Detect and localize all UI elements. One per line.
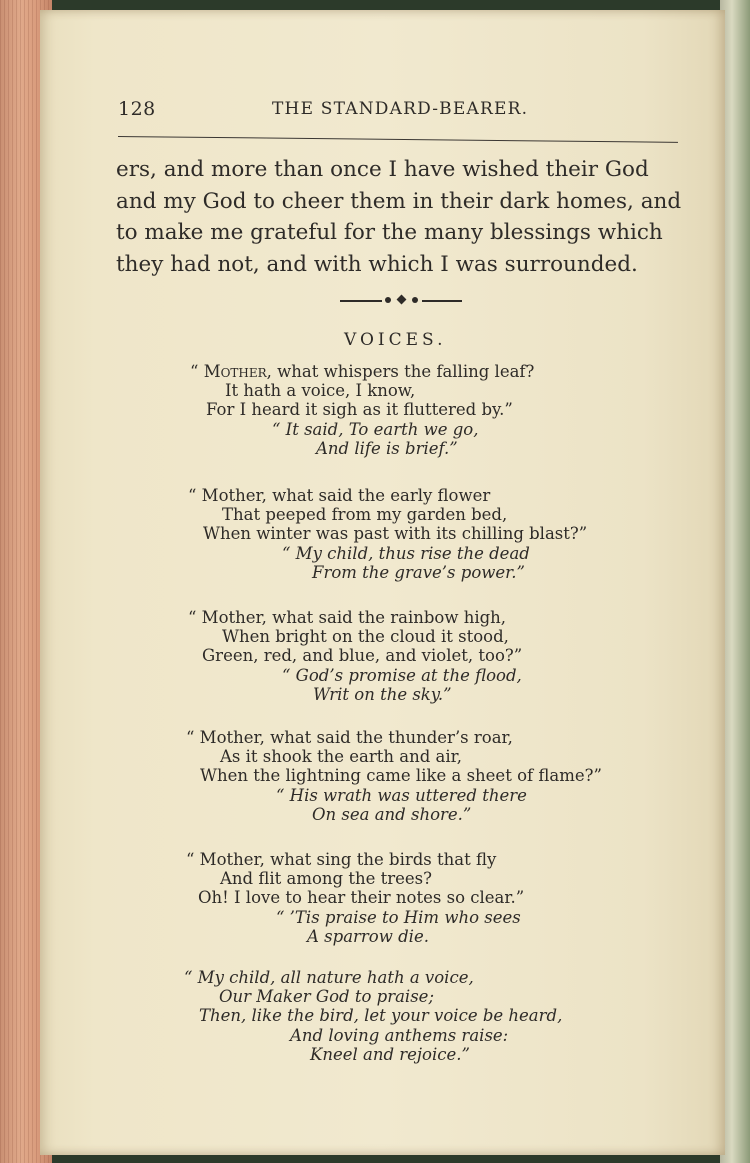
poem-line: “ ’Tis praise to Him who sees [276, 907, 521, 927]
poem-line: Kneel and rejoice.” [310, 1044, 470, 1064]
smallcaps-word: Mother, [203, 362, 272, 381]
poem-line: Then, like the bird, let your voice be heard, [199, 1006, 563, 1026]
poem-line: Our Maker God to praise; [219, 987, 434, 1007]
poem-line: From the grave’s power.” [312, 562, 525, 582]
poem-line: “ Mother, what whispers the falling leaf? [190, 362, 535, 381]
poem-line: “ Mother, what said the rainbow high, [188, 608, 507, 627]
poem-line: When the lightning came like a sheet of flame?” [200, 766, 602, 786]
poem-line: Oh! I love to hear their notes so clear.” [198, 888, 525, 908]
book-page [40, 10, 725, 1155]
poem-line: “ God’s promise at the flood, [282, 665, 522, 685]
prose-line: and my God to cheer them in their dark homes, and [116, 188, 682, 214]
poem-line: That peeped from my garden bed, [222, 505, 508, 525]
poem-line: When winter was past with its chilling blast?” [203, 524, 588, 544]
poem-line: For I heard it sigh as it fluttered by.” [206, 400, 513, 420]
header-rule [118, 136, 678, 143]
poem-line: Green, red, and blue, and violet, too?” [202, 646, 523, 666]
poem-line: A sparrow die. [307, 926, 429, 946]
poem-stanza [40, 362, 700, 464]
poem-title: VOICES. [344, 330, 447, 350]
poem-line: “ Mother, what sing the birds that fly [186, 850, 497, 869]
section-ornament [340, 294, 465, 308]
poem-stanza [40, 850, 700, 952]
poem-stanza [40, 728, 700, 830]
prose-line: ers, and more than once I have wished their God [116, 157, 649, 182]
prose-line: they had not, and with which I was surrounded. [116, 251, 638, 277]
poem-stanza [40, 968, 700, 1070]
poem-line: And flit among the trees? [220, 869, 432, 889]
prose-line: to make me grateful for the many blessings which [116, 220, 663, 245]
poem-line: “ Mother, what said the early flower [188, 486, 491, 505]
running-head: THE STANDARD-BEARER. [272, 99, 529, 119]
poem-line: On sea and shore.” [312, 804, 472, 824]
poem-stanza [40, 486, 700, 588]
poem-line: “ Mother, what said the thunder’s roar, [186, 728, 513, 747]
page-header [40, 96, 725, 126]
prose-paragraph [116, 154, 686, 280]
poem-line: When bright on the cloud it stood, [222, 627, 509, 647]
poem-line: “ My child, thus rise the dead [282, 543, 530, 563]
poem-line: Writ on the sky.” [313, 684, 452, 704]
poem-line: And loving anthems raise: [290, 1025, 509, 1045]
poem-line: As it shook the earth and air, [220, 747, 462, 767]
page-number: 128 [118, 98, 156, 120]
poem-line: And life is brief.” [316, 438, 458, 458]
poem-line: It hath a voice, I know, [225, 381, 416, 401]
poem-stanza [40, 608, 700, 710]
poem-line: “ My child, all nature hath a voice, [184, 968, 474, 987]
poem-line: “ It said, To earth we go, [272, 419, 479, 439]
poem-line: “ His wrath was uttered there [276, 785, 527, 805]
